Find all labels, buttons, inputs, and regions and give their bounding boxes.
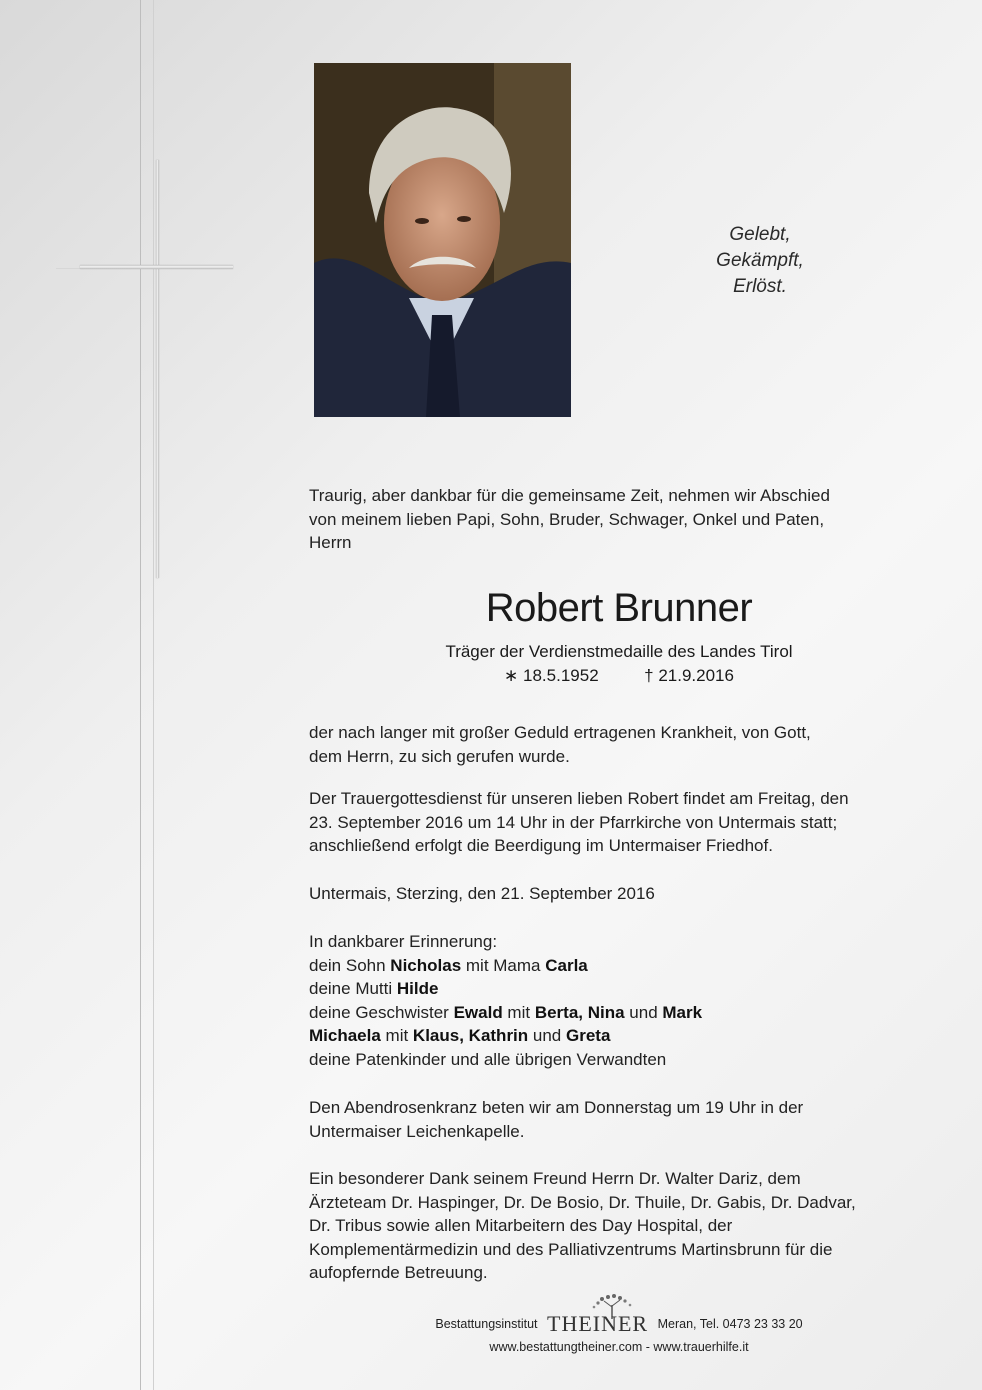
intro-paragraph [309,484,929,555]
mourner-line: deine Patenkinder und alle übrigen Verwandten [309,1049,667,1069]
thanks-paragraph [309,1167,929,1285]
cross-icon [156,160,159,578]
deceased-name: Robert Brunner [485,586,753,630]
death-icon: † [644,666,654,685]
rosary-line: Den Abendrosenkranz beten wir am Donnerstag um 19 Uhr in der [309,1098,804,1117]
birth-date: 18.5.1952 [523,666,599,685]
cross-icon [80,265,233,269]
motto [680,222,840,300]
intro-line: Herrn [309,533,352,552]
mourners-heading: In dankbarer Erinnerung: [309,932,498,951]
illness-line: dem Herrn, zu sich gerufen wurde. [309,746,570,766]
mourner-line: dein Sohn Nicholas mit Mama Carla [309,955,588,975]
funeral-home-line [309,1311,929,1336]
decorative-line [153,0,154,1390]
birth-icon: ∗ [504,666,519,685]
motto-line: Gekämpft, [716,250,804,271]
funeral-home-logo: THEINER [547,1311,649,1336]
decorative-line [140,0,141,1390]
rosary-line: Untermaiser Leichenkapelle. [309,1121,525,1141]
life-dates [309,664,929,687]
mourner-line: Michaela mit Klaus, Kathrin und Greta [309,1026,611,1045]
award-line: Träger der Verdienstmedaille des Landes Tirol [445,642,793,661]
thanks-line: Ärzteteam Dr. Haspinger, Dr. De Bosio, Dr. Thuile, Dr. Gabis, Dr. Dadvar, [309,1192,856,1212]
service-paragraph [309,787,929,858]
place-date [309,882,929,906]
intro-line: von meinem lieben Papi, Sohn, Bruder, Schwager, Onkel und Paten, [309,509,825,529]
rosary-paragraph [309,1096,929,1143]
illness-line: der nach langer mit großer Geduld ertragenen Krankheit, von Gott, [309,723,811,742]
death-date: 21.9.2016 [658,666,734,685]
service-line: Der Trauergottesdienst für unseren lieben Robert findet am Freitag, den [309,789,849,808]
service-line: 23. September 2016 um 14 Uhr in der Pfarrkirche von Untermais statt; [309,812,838,832]
portrait-illustration [314,63,571,417]
thanks-line: Ein besonderer Dank seinem Freund Herrn Dr. Walter Dariz, dem [309,1169,801,1188]
illness-paragraph [309,721,929,768]
portrait-photo [314,63,571,417]
intro-line: Traurig, aber dankbar für die gemeinsame Zeit, nehmen wir Abschied [309,486,830,505]
thanks-line: Komplementärmedizin und des Palliativzentrums Martinsbrunn für die [309,1239,833,1259]
motto-line: Gelebt, [729,224,791,245]
motto-line: Erlöst. [733,276,787,297]
mourner-line: deine Geschwister Ewald mit Berta, Nina und Mark [309,1002,703,1022]
place-date-line: Untermais, Sterzing, den 21. September 2016 [309,884,655,903]
funeral-home-label: Bestattungsinstitut [435,1317,538,1331]
funeral-home-web[interactable]: www.bestattungtheiner.com - www.trauerhilfe.it [489,1340,749,1354]
funeral-home-contact: Meran, Tel. 0473 23 33 20 [657,1317,803,1331]
thanks-line: aufopfernde Betreuung. [309,1263,488,1282]
mourner-line: deine Mutti Hilde [309,979,439,998]
thanks-line: Dr. Tribus sowie allen Mitarbeitern des Day Hospital, der [309,1216,733,1235]
service-line: anschließend erfolgt die Beerdigung im Untermaiser Friedhof. [309,836,773,855]
mourners-list [309,930,929,1071]
